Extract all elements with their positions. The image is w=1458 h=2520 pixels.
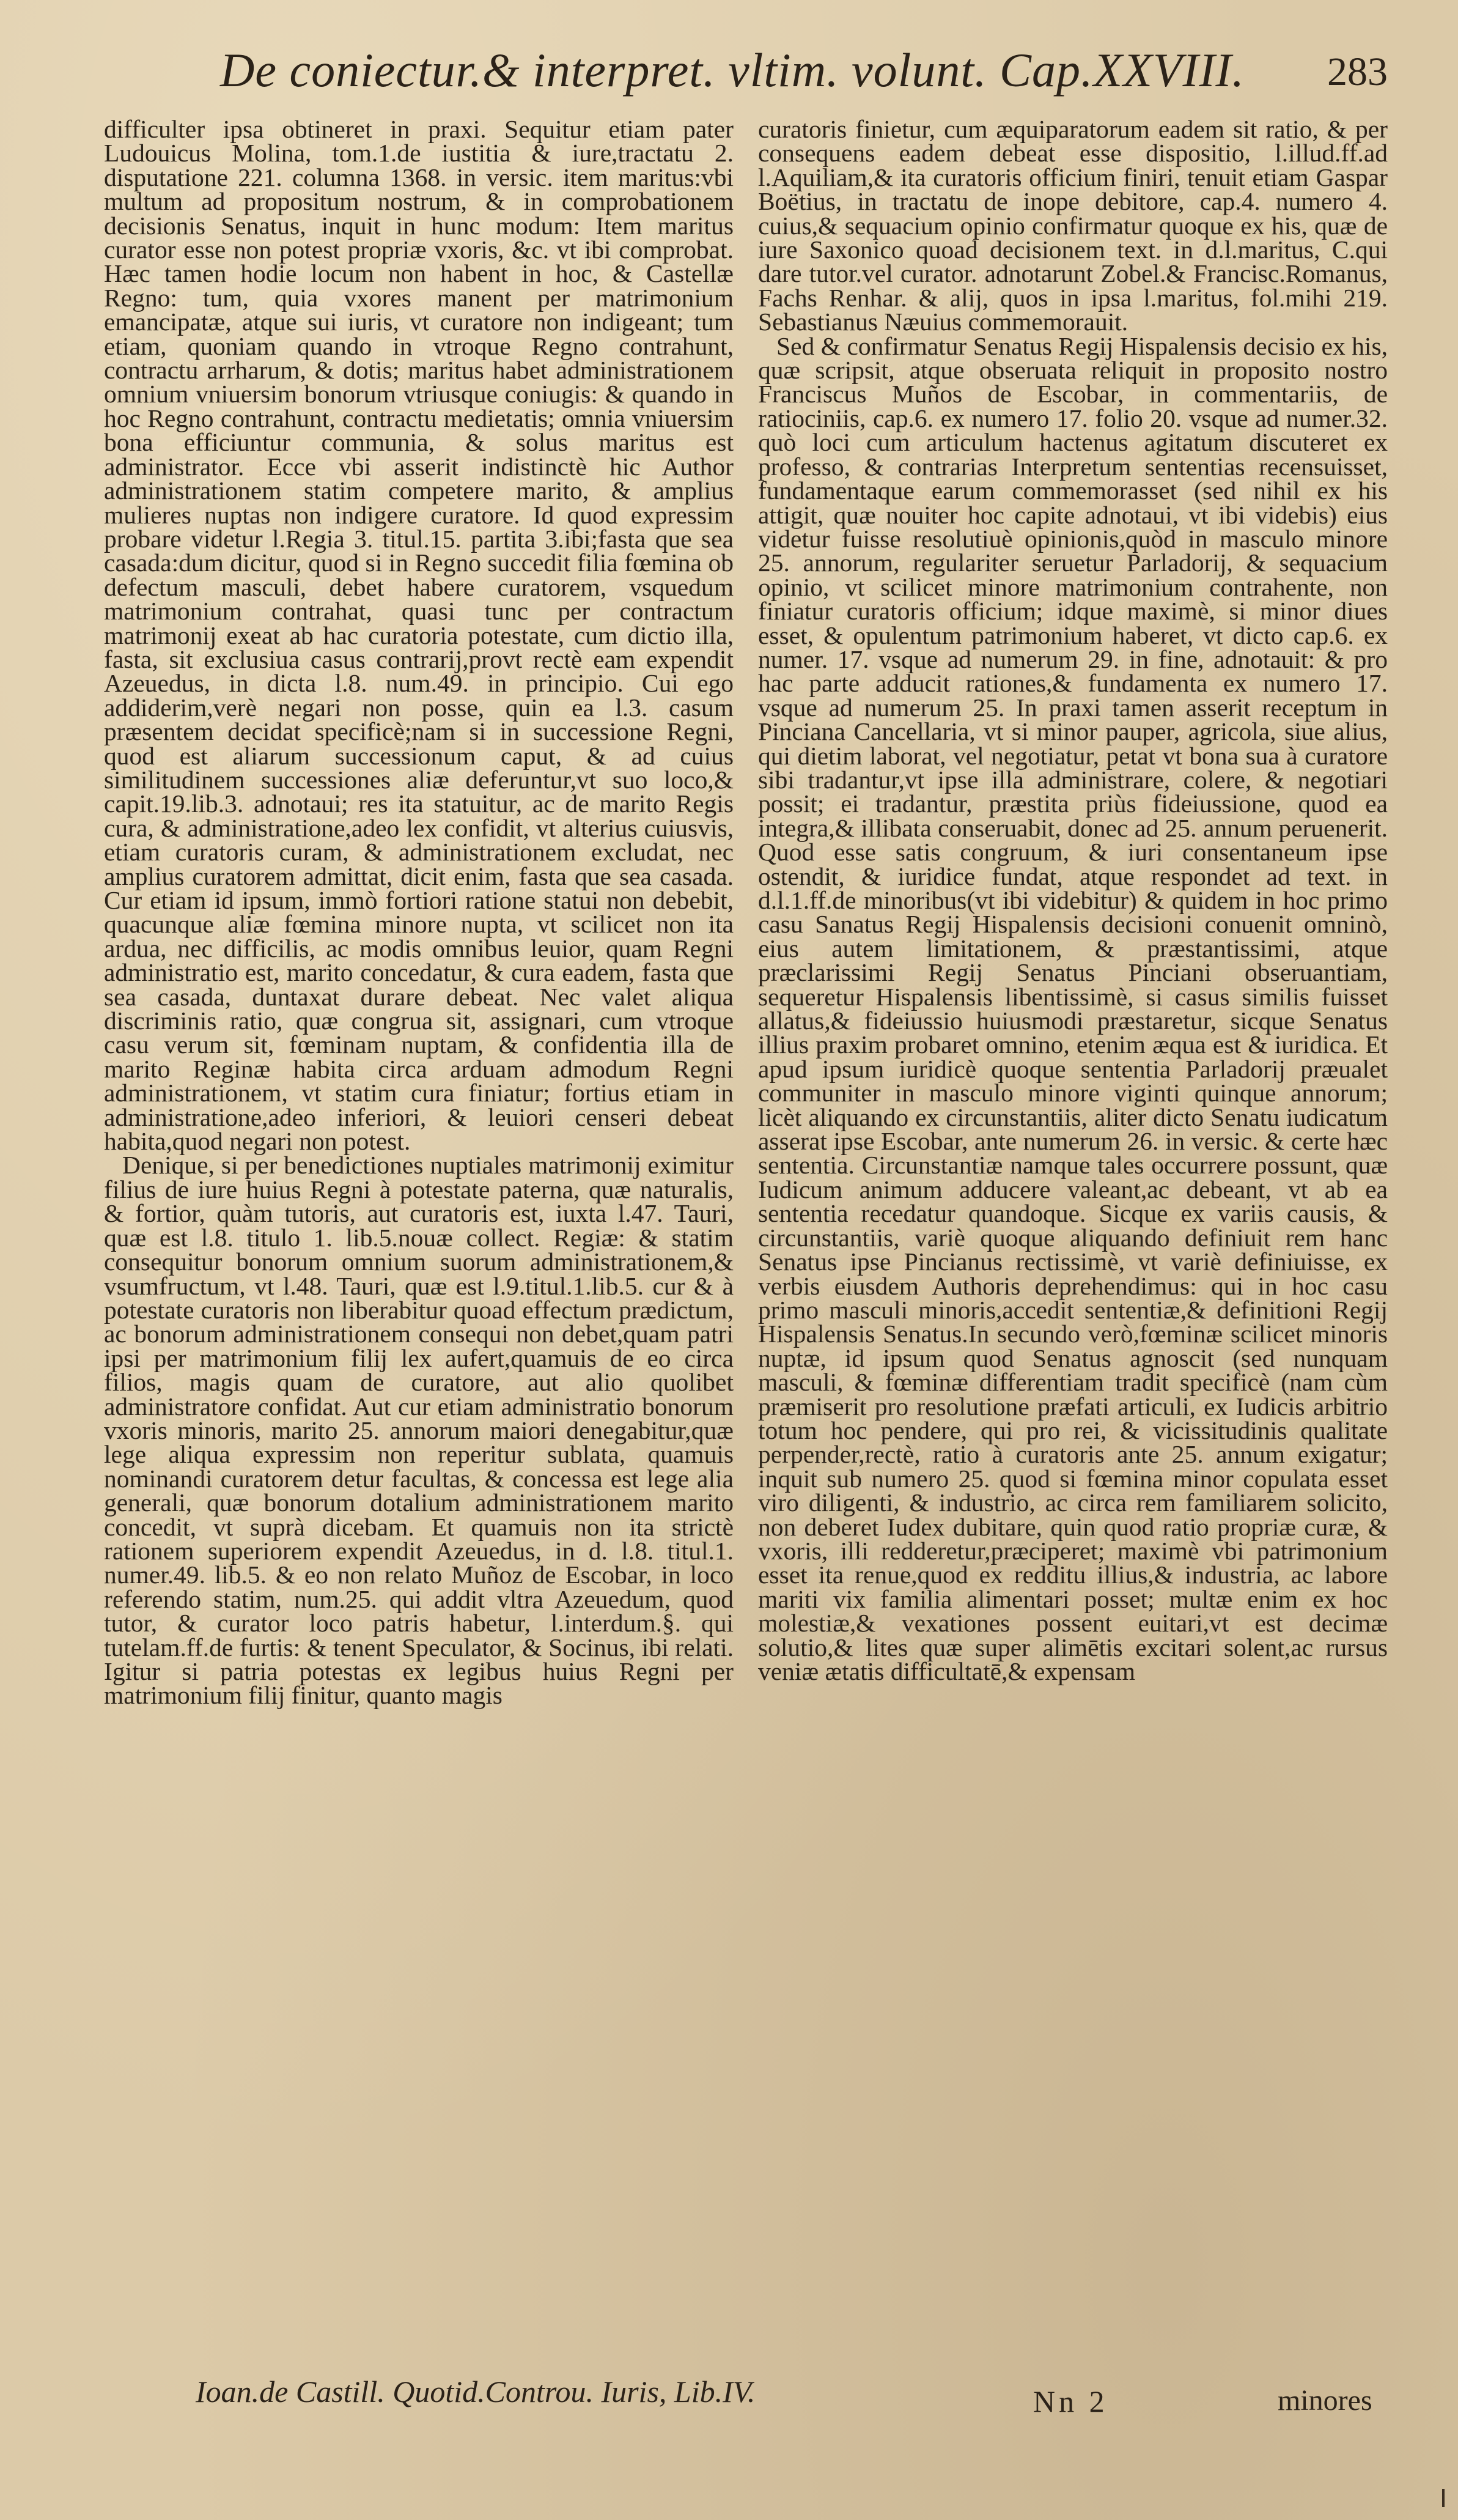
page-number: 283 (1327, 50, 1388, 94)
right-paragraph-1: curatoris finietur, cum æquiparatorum eadem sit ratio, & per consequens eadem debeat esse dispositio, l.illud.ff.ad l.Aquiliam,& ita curatoris officium finiri, tenuit etiam Gaspar Boëtius, in tractatu de inope debitore, cap.4. numero 4. cuius,& sequacium opinio confirmatur quoque ex his, quæ de iure Saxonico quoad decisionem text. in d.l.maritus, C.qui dare tutor.vel curator. adnotarunt Zobel.& Francisc.Romanus, Fachs Renhar. & alij, quos in ipsa l.maritus, fol.mihi 219. Sebastianus Næuius commemorauit. (758, 117, 1388, 336)
page-header (220, 43, 1412, 110)
right-column (758, 117, 1388, 2392)
left-column (104, 117, 734, 2392)
left-paragraph-1: difficulter ipsa obtineret in praxi. Sequitur etiam pater Ludouicus Molina, tom.1.de iustitia & iure,tractatu 2. disputatione 221. columna 1368. in versic. item maritus:vbi multum ad propositum nostrum, & in comprobationem decisionis Senatus, inquit in hunc modum: Item maritus curator esse non potest propriæ vxoris, &c. vt ibi comprobat. Hæc tamen hodie locum non habent in hoc, & Castellæ Regno: tum, quia vxores manent per matrimonium emancipatæ, atque sui iuris, vt curatore non indigeant; tum etiam, quoniam quando in vtroque Regno contrahunt, contractu arrharum, & dotis; maritus habet administrationem omnium vniuersim bonorum vtriusque coniugis: & quando in hoc Regno contrahunt, contractu medietatis; omnia vniuersim bona efficiuntur communia, & solus maritus est administrator. Ecce vbi asserit indistinctè hic Author administrationem statim competere marito, & amplius mulieres nuptas non indigere curatore. Id quod expressim probare videtur l.Regia 3. titul.15. partita 3.ibi;fasta que sea casada:dum dicitur, quod si in Regno succedit filia fœmina ob defectum masculi, debet habere curatorem, vsquedum matrimonium contrahat, quasi tunc per contractum matrimonij exeat ab hac curatoria potestate, cum dictio illa, fasta, sit exclusiua casus contrarij,provt rectè eam expendit Azeuedus, in dicta l.8. num.49. in principio. Cui ego addiderim,verè negari non posse, quin ea l.3. casum præsentem decidat specificè;nam si in successione Regni, quod est aliarum successionum caput, & ad cuius similitudinem successiones aliæ deferuntur,vt suo loco,& capit.19.lib.3. adnotaui; res ita statuitur, ac de marito Regis cura, & administratione,adeo lex confidit, vt alterius cuiusvis, etiam curatoris curam, & administrationem excludat, nec amplius curatorem admittat, dicit enim, fasta que sea casada. Cur etiam id ipsum, immò fortiori ratione statui non debebit, quacunque aliæ fœmina minore nupta, vt scilicet non ita ardua, nec difficilis, ac modis omnibus leuior, quam Regni administratio est, marito concedatur, & cura eadem, fasta que sea casada, duntaxat durare debeat. Nec valet aliqua discriminis ratio, quæ congrua sit, assignari, cum vtroque casu verum sit, fœminam nuptam, & confidentia illa de marito Reginæ habita circa arduam admodum Regni administrationem, vt statim cura finiatur; fortius etiam in administratione,adeo inferiori, & leuiori censeri debeat habita,quod negari non potest. (104, 117, 734, 1156)
running-foot: Ioan.de Castill. Quotid.Controu. Iuris, Lib.IV. (196, 2374, 756, 2409)
right-paragraph-2: Sed & confirmatur Senatus Regij Hispalensis decisio ex his, quæ scripsit, atque obseruata reliquit in proposito nostro Franciscus Muños de Escobar, in commentariis, de ratiociniis, cap.6. ex numero 17. folio 20. vsque ad numer.32. quò loci cum articulum hactenus agitatum discuteret ex professo, & contrarias Interpretum sententias recensuisset, fundamentaque earum commemorasset (sed nihil ex his attigit, quæ nouiter hoc capite adnotaui, vt ibi videbis) eius videtur fuisse resolutiuè opinionis,quòd in masculo minore 25. annorum, regulariter seruetur Parladorij, & sequacium opinio, vt scilicet minore matrimonium contrahente, non finiatur curatoris officium; idque maximè, si minor diues esset, & opulentum patrimonium haberet, vt dicto cap.6. ex numer. 17. vsque ad numerum 29. in fine, adnotauit: & pro hac parte adducit rationes,& fundamenta ex numero 17. vsque ad numerum 25. In praxi tamen asserit receptum in Pinciana Cancellaria, vt si minor pauper, agricola, siue alius, qui dietim laborat, vel negotiatur, petat vt bona sua à curatore sibi tradantur,vt ipse illa administrare, colere, & negotiari possit; ei tradantur, præstita priùs fideiussione, quod ea integra,& illibata conseruabit, donec ad 25. annum peruenerit. Quod esse satis congruum, & iuri consentaneum ipse ostendit, & iuridice fundat, atque respondet ad text. in d.l.1.ff.de minoribus(vt ibi videbitur) & quidem in hoc primo casu Sanatus Regij Hispalensis decisioni conuenit omninò, eius autem limitationem, & præstantissimi, atque præclarissimi Regij Senatus Pinciani obseruantiam, sequeretur Hispalensis libentissimè, si casus similis fuisset allatus,& fideiussio huiusmodi præstaretur, sicque Senatus illius praxim probaret omnino, etenim æqua est & iuridica. Et apud ipsum iuridicè quoque sententia Parladorij præualet communiter in masculo minore viginti quinque annorum; licèt aliquando ex circunstantiis, aliter dicto Senatu iudicatum asserat ipse Escobar, ante numerum 26. in versic. & certe hæc sententia. Circunstantiæ namque tales occurrere possunt, quæ Iudicum animum adducere valeant,ac debeant, vt ab ea sententia recedatur quandoque. Sicque ex variis causis, & circunstantiis, variè quoque aliquando definiuit rem hanc Senatus ipse Pincianus rectissimè, vt variè definiuisse, ex verbis eiusdem Authoris deprehendimus: qui in hoc casu primo masculi minoris,accedit sententiæ,& definitioni Regij Hispalensis Senatus.In secundo verò,fœminæ scilicet minoris nuptæ, id ipsum quod Senatus agnoscit (sed nunquam masculi, & fœminæ differentiam tradit specificè (nam cùm præmiserit pro resolutione præfati articuli, ex Iudicis arbitrio totum hoc pendere, qui pro rei, & vicissitudinis qualitate perpender,rectè, ratio à curatoris ante 25. annum exigatur; inquit sub numero 25. quod si fœmina minor copulata esset viro diligenti, & industrio, ac circa rem familiarem solicito, non deberet Iudex dubitare, quin quod ratio propriæ curæ, & vxoris, illi redderetur,præciperet; maximè vbi patrimonium esset ita renue,quod ex redditu illius,& industria, ac labore mariti vix familia alimentari posset; multæ enim ex hoc molestiæ,& vexationes possent euitari,vt est decimæ solutio,& lites quæ super alimētis excitari solent,ac rursus veniæ ætatis difficultatē,& expensam (758, 331, 1388, 1685)
left-paragraph-2: Denique, si per benedictiones nuptiales matrimonij eximitur filius de iure huius Regni à potestate paterna, quæ naturalis, & fortior, quàm tutoris, aut curatoris est, iuxta l.47. Tauri, quæ est l.8. titulo 1. lib.5.nouæ collect. Regiæ: & statim consequitur bonorum omnium suorum administrationem,& vsumfructum, vt l.48. Tauri, quæ est l.9.titul.1.lib.5. cur & à potestate curatoris non liberabitur quoad effectum prædictum, ac bonorum administrationem consequi non debet,quam patri ipsi per matrimonium filij lex aufert,quamuis de eo circa filios, magis quam de curatore, aut alio quolibet administratore confidat. Aut cur etiam administratio bonorum vxoris minoris, marito 25. annorum maiori denegabitur,quæ lege aliqua expressim non reperitur sublata, quamuis nominandi curatorem detur facultas, & concessa est lege alia generali, quæ bonorum dotalium administrationem marito concedit, vt suprà dicebam. Et quamuis non ita strictè rationem superiorem expendit Azeuedus, in d. l.8. titul.1. numer.49. lib.5. & eo non relato Muñoz de Escobar, in loco referendo statim, num.25. qui addit vltra Azeuedum, quod tutor, & curator loco patris habetur, l.interdum.§. qui tutelam.ff.de furtis: & tenent Speculator, & Socinus, ibi relati. Igitur si patria potestas ex legibus huius Regni per matrimonium filij finitur, quanto magis (104, 1151, 734, 1710)
catchword: minores (1278, 2384, 1372, 2417)
signature-mark: Nn 2 (1033, 2384, 1108, 2418)
page-edge-mark (1442, 2489, 1445, 2507)
running-title: De coniectur.& interpret. vltim. volunt. Cap.XXVIII. (220, 43, 1245, 97)
